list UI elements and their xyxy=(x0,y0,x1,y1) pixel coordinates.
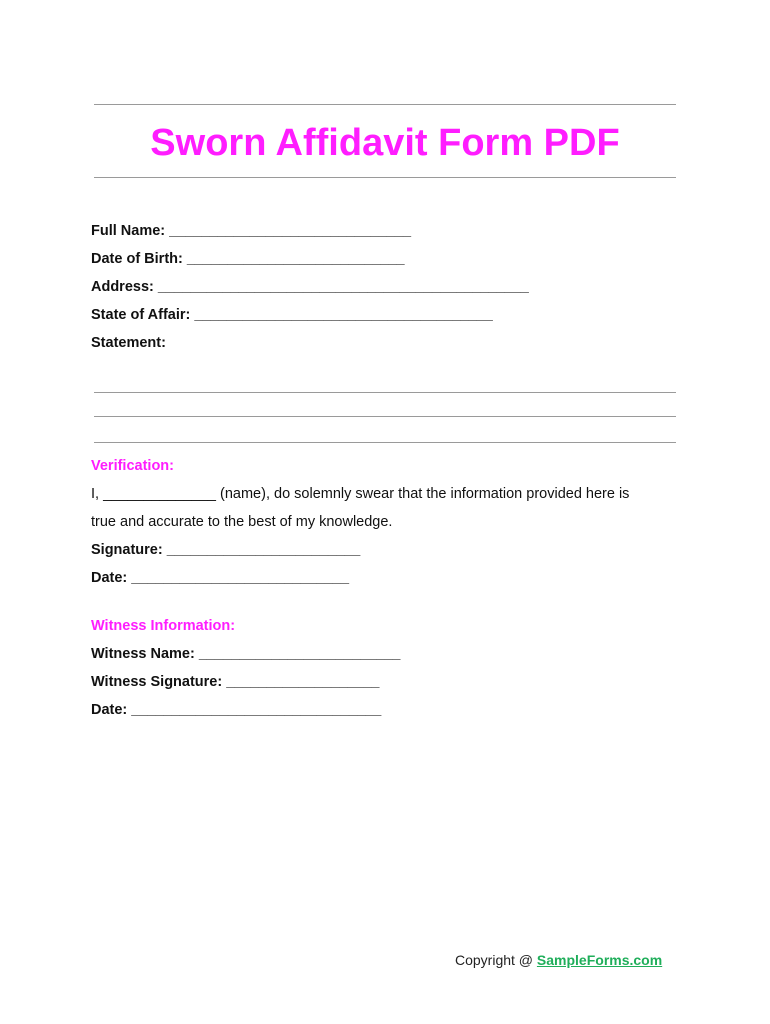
statement-line[interactable] xyxy=(94,416,676,417)
verification-oath-line: true and accurate to the best of my knowledge. xyxy=(91,514,393,530)
top-rule xyxy=(94,104,676,105)
verification-date-field[interactable]: Date: ___________________________ xyxy=(91,570,350,586)
statement-line[interactable] xyxy=(94,392,676,393)
signature-field[interactable]: Signature: ________________________ xyxy=(91,542,361,558)
copyright-prefix: Copyright @ xyxy=(455,952,537,968)
state-of-affair-field[interactable]: State of Affair: _____________________________________ xyxy=(91,307,493,323)
statement-label: Statement: xyxy=(91,335,166,351)
page-title: Sworn Affidavit Form PDF xyxy=(150,122,620,164)
witness-signature-field[interactable]: Witness Signature: ___________________ xyxy=(91,674,380,690)
copyright xyxy=(455,950,662,970)
brand-link[interactable]: SampleForms.com xyxy=(536,952,663,968)
title-rule xyxy=(94,177,676,178)
verification-heading: Verification: xyxy=(91,458,174,474)
witness-name-field[interactable]: Witness Name: _________________________ xyxy=(91,646,401,662)
full-name-field[interactable]: Full Name: ______________________________ xyxy=(91,223,412,239)
witness-heading: Witness Information: xyxy=(91,618,236,634)
address-field[interactable]: Address: ______________________________________________ xyxy=(91,279,529,295)
statement-line[interactable] xyxy=(94,442,676,443)
date-of-birth-field[interactable]: Date of Birth: ___________________________ xyxy=(91,251,405,267)
verification-oath-line: I, ______________ (name), do solemnly swear that the information provided here is xyxy=(91,486,630,502)
witness-date-field[interactable]: Date: _______________________________ xyxy=(91,702,382,718)
